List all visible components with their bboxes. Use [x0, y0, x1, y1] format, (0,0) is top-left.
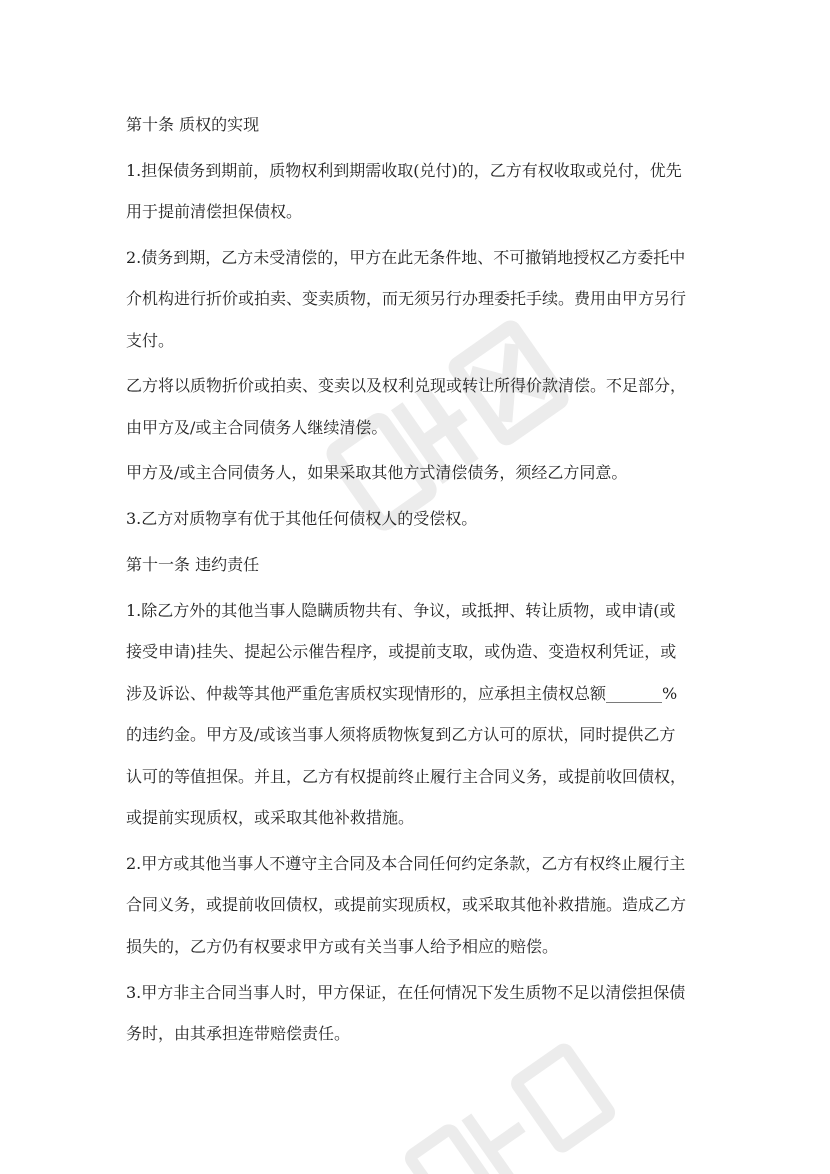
- paragraph-line: 接受申请)挂失、提起公示催告程序，或提前支取，或伪造、变造权利凭证，或: [126, 642, 677, 661]
- paragraph-line: 务时，由其承担连带赔偿责任。: [126, 1024, 351, 1043]
- paragraph-line: 涉及诉讼、仲裁等其他严重危害质权实现情形的，应承担主债权总额_______%: [126, 684, 678, 703]
- article-11-heading: 第十一条 违约责任: [126, 555, 260, 574]
- watermark-bottom-graphic: [380, 1040, 620, 1174]
- paragraph-line: 3.乙方对质物享有优于其他任何债权人的受偿权。: [126, 509, 478, 528]
- paragraph-line: 介机构进行折价或拍卖、变卖质物，而无须另行办理委托手续。费用由甲方另行: [126, 289, 687, 308]
- paragraph-line: 1.担保债务到期前，质物权利到期需收取(兑付)的，乙方有权收取或兑付，优先: [126, 161, 682, 180]
- paragraph-line: 合同义务，或提前收回债权，或提前实现质权，或采取其他补救措施。造成乙方: [126, 895, 687, 914]
- watermark-bottom: [380, 1040, 620, 1174]
- paragraph-line: 用于提前清偿担保债权。: [126, 202, 303, 221]
- paragraph-line: 损失的，乙方仍有权要求甲方或有关当事人给予相应的赔偿。: [126, 937, 559, 956]
- paragraph-line: 3.甲方非主合同当事人时，甲方保证，在任何情况下发生质物不足以清偿担保债: [126, 983, 686, 1002]
- article-10-heading: 第十条 质权的实现: [126, 115, 260, 134]
- paragraph-line: 2.债务到期，乙方未受清偿的，甲方在此无条件地、不可撤销地授权乙方委托中: [126, 248, 686, 267]
- paragraph-line: 的违约金。甲方及/或该当事人须将质物恢复到乙方认可的原状，同时提供乙方: [126, 725, 676, 744]
- paragraph-line: 1.除乙方外的其他当事人隐瞒质物共有、争议，或抵押、转让质物，或申请(或: [126, 601, 676, 620]
- paragraph-line: 由甲方及/或主合同债务人继续清偿。: [126, 418, 388, 437]
- paragraph-line: 认可的等值担保。并且，乙方有权提前终止履行主合同义务，或提前收回债权，: [126, 767, 687, 786]
- paragraph-line: 或提前实现质权，或采取其他补救措施。: [126, 808, 415, 827]
- paragraph-line: 乙方将以质物折价或拍卖、变卖以及权利兑现或转让所得价款清偿。不足部分，: [126, 376, 687, 395]
- paragraph-line: 2.甲方或其他当事人不遵守主合同及本合同任何约定条款，乙方有权终止履行主: [126, 854, 686, 873]
- paragraph-line: 甲方及/或主合同债务人，如果采取其他方式清偿债务，须经乙方同意。: [126, 463, 628, 482]
- paragraph-line: 支付。: [126, 331, 175, 350]
